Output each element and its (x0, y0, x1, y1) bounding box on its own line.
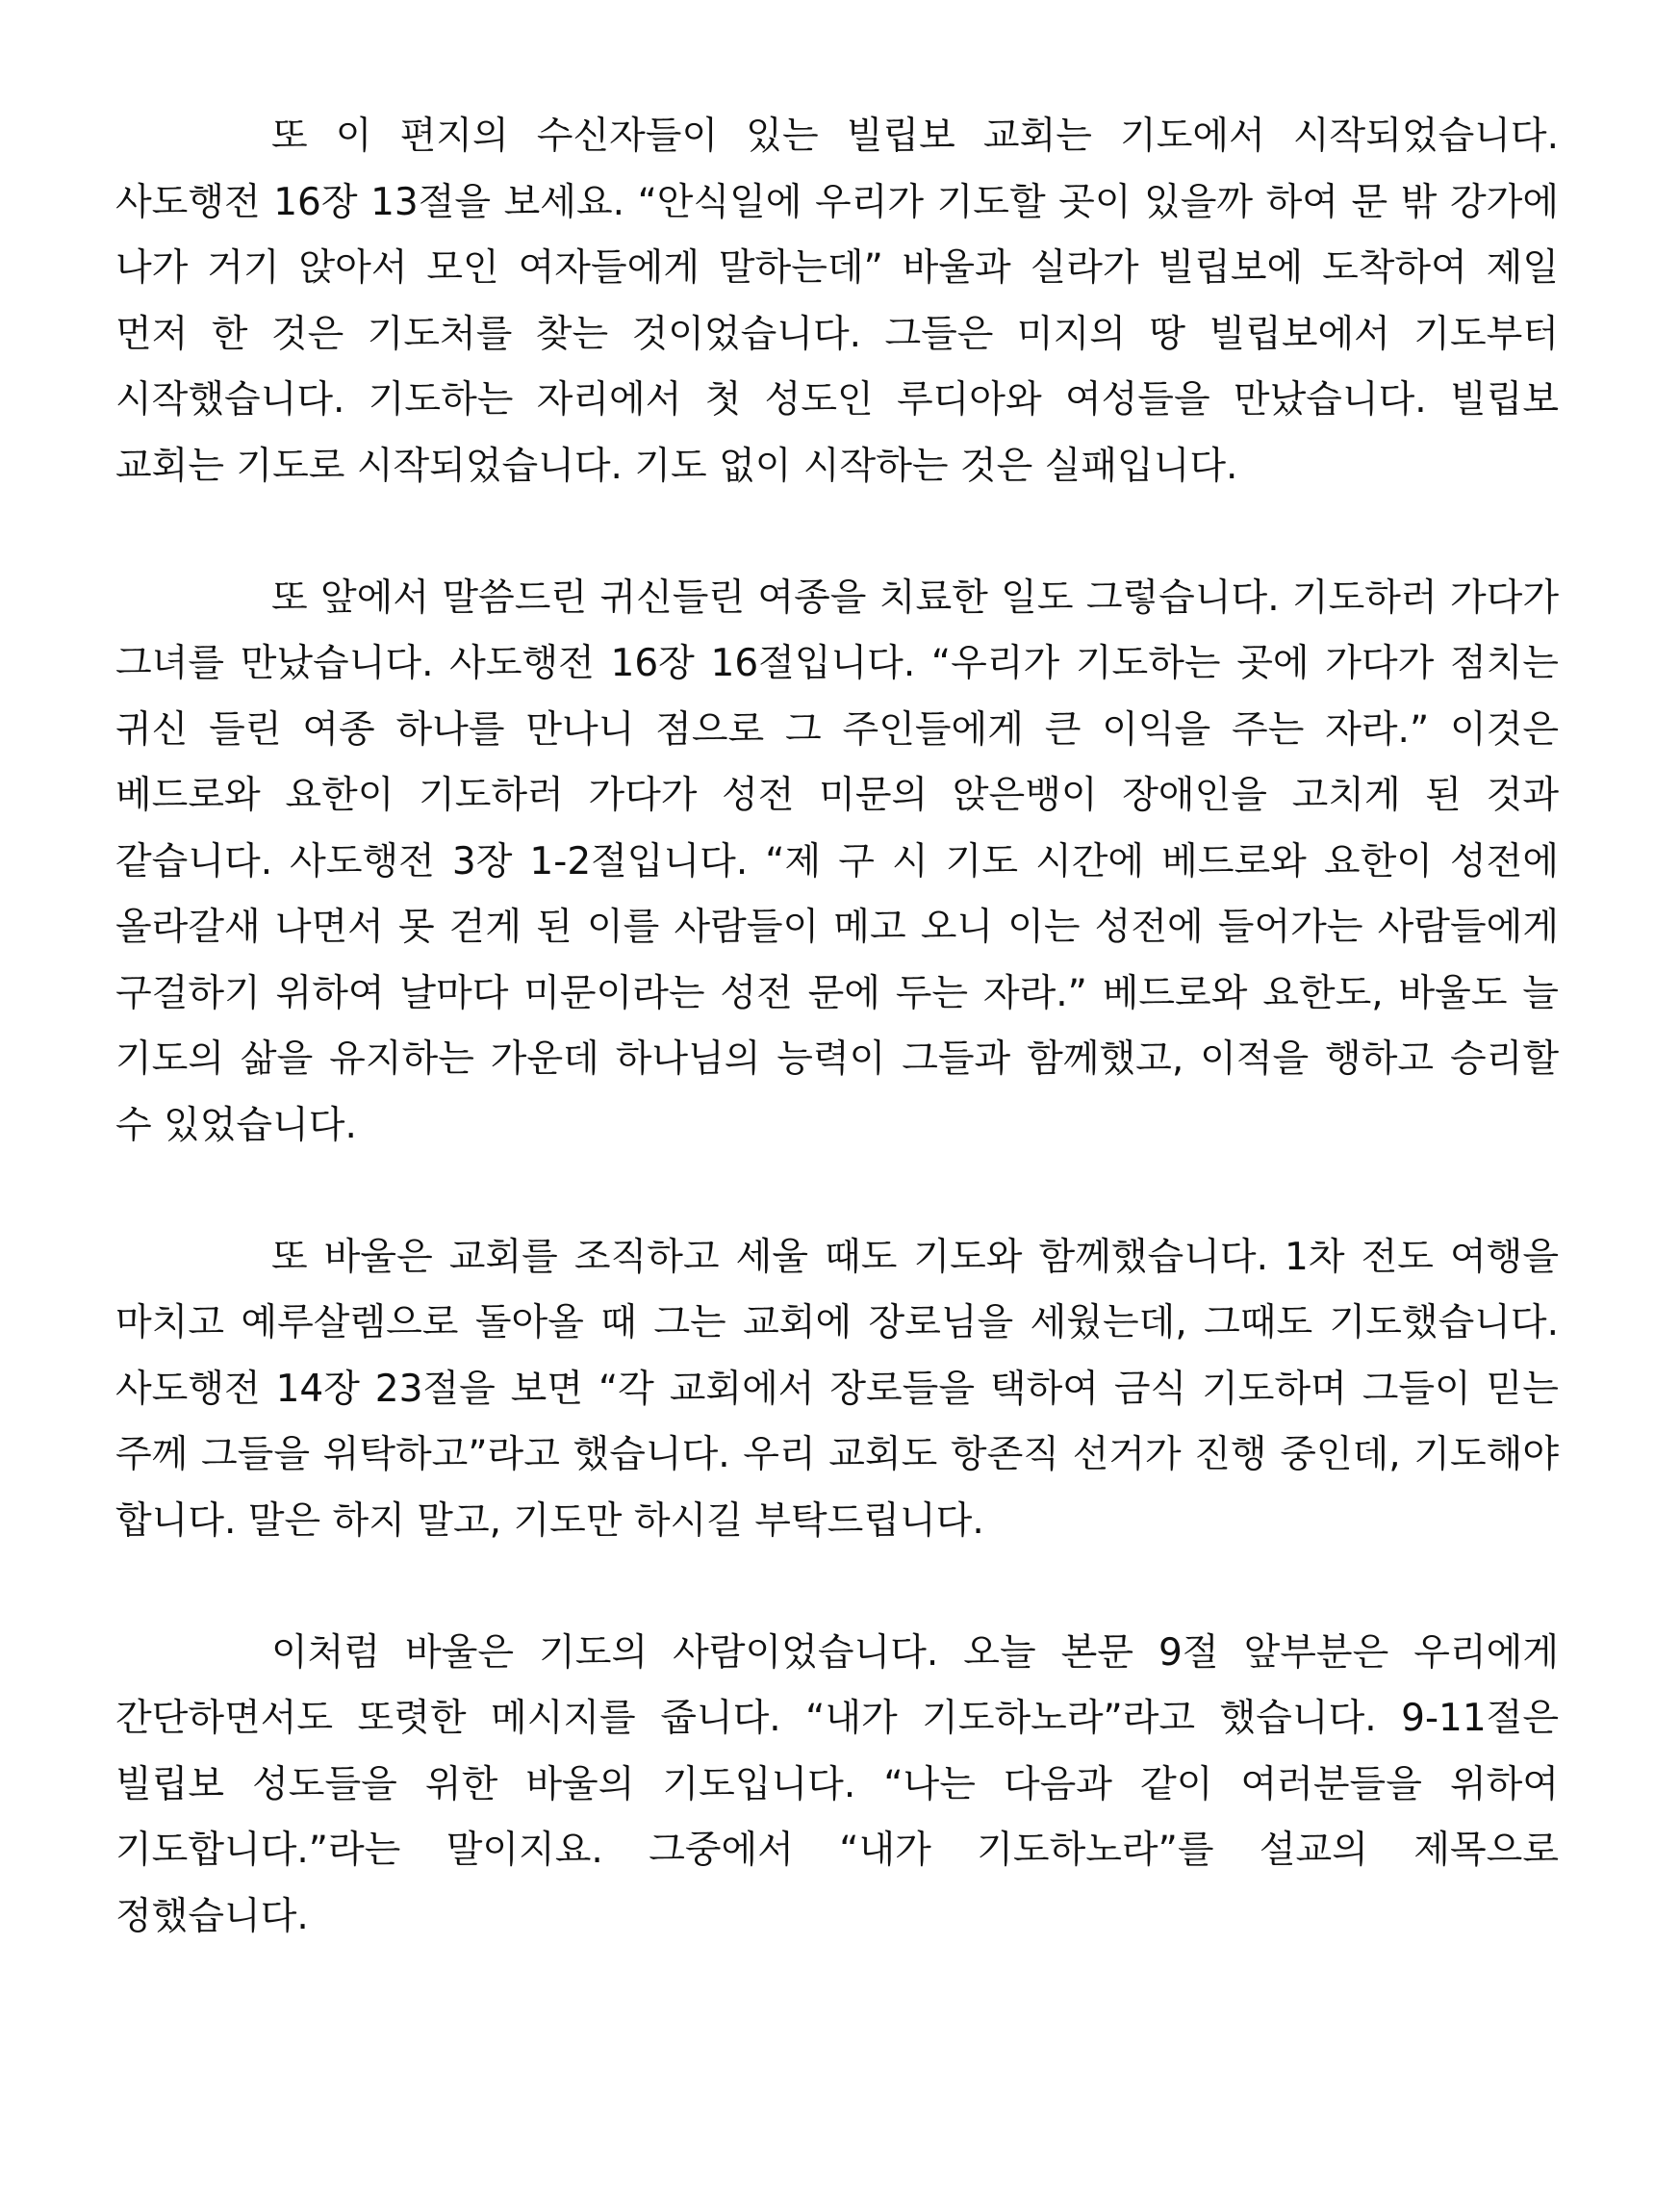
paragraph-4: 이처럼 바울은 기도의 사람이었습니다. 오늘 본문 9절 앞부분은 우리에게 간단하면서도 또렷한 메시지를 줍니다. “내가 기도하노라”라고 했습니다. 9-11절은 빌립보 성도들을 위한 바울의 기도입니다. “나는 다음과 같이 여러분들을 위하여 기도합니다.”라는 말이지요. 그중에서 “내가 기도하노라”를 설교의 제목으로 정했습니다. (115, 1630, 1559, 1938)
paragraph-3: 또 바울은 교회를 조직하고 세울 때도 기도와 함께했습니다. 1차 전도 여행을 마치고 예루살렘으로 돌아올 때 그는 교회에 장로님을 세웠는데, 그때도 기도했습니다. 사도행전 14장 23절을 보면 “각 교회에서 장로들을 택하여 금식 기도하며 그들이 믿는 주께 그들을 위탁하고”라고 했습니다. 우리 교회도 항존직 선거가 진행 중인데, 기도해야 합니다. 말은 하지 말고, 기도만 하시길 부탁드립니다. (115, 1235, 1559, 1543)
document-body (115, 104, 1559, 1950)
paragraph-2: 또 앞에서 말씀드린 귀신들린 여종을 치료한 일도 그렇습니다. 기도하러 가다가 그녀를 만났습니다. 사도행전 16장 16절입니다. “우리가 기도하는 곳에 가다가 점치는 귀신 들린 여종 하나를 만나니 점으로 그 주인들에게 큰 이익을 주는 자라.” 이것은 베드로와 요한이 기도하러 가다가 성전 미문의 앉은뱅이 장애인을 고치게 된 것과 같습니다. 사도행전 3장 1-2절입니다. “제 구 시 기도 시간에 베드로와 요한이 성전에 올라갈새 나면서 못 걷게 된 이를 사람들이 메고 오니 이는 성전에 들어가는 사람들에게 구걸하기 위하여 날마다 미문이라는 성전 문에 두는 자라.” 베드로와 요한도, 바울도 늘 기도의 삶을 유지하는 가운데 하나님의 능력이 그들과 함께했고, 이적을 행하고 승리할 수 있었습니다. (115, 576, 1559, 1147)
paragraph-1: 또 이 편지의 수신자들이 있는 빌립보 교회는 기도에서 시작되었습니다. 사도행전 16장 13절을 보세요. “안식일에 우리가 기도할 곳이 있을까 하여 문 밖 강가에 나가 거기 앉아서 모인 여자들에게 말하는데” 바울과 실라가 빌립보에 도착하여 제일 먼저 한 것은 기도처를 찾는 것이었습니다. 그들은 미지의 땅 빌립보에서 기도부터 시작했습니다. 기도하는 자리에서 첫 성도인 루디아와 여성들을 만났습니다. 빌립보 교회는 기도로 시작되었습니다. 기도 없이 시작하는 것은 실패입니다. (115, 115, 1559, 488)
